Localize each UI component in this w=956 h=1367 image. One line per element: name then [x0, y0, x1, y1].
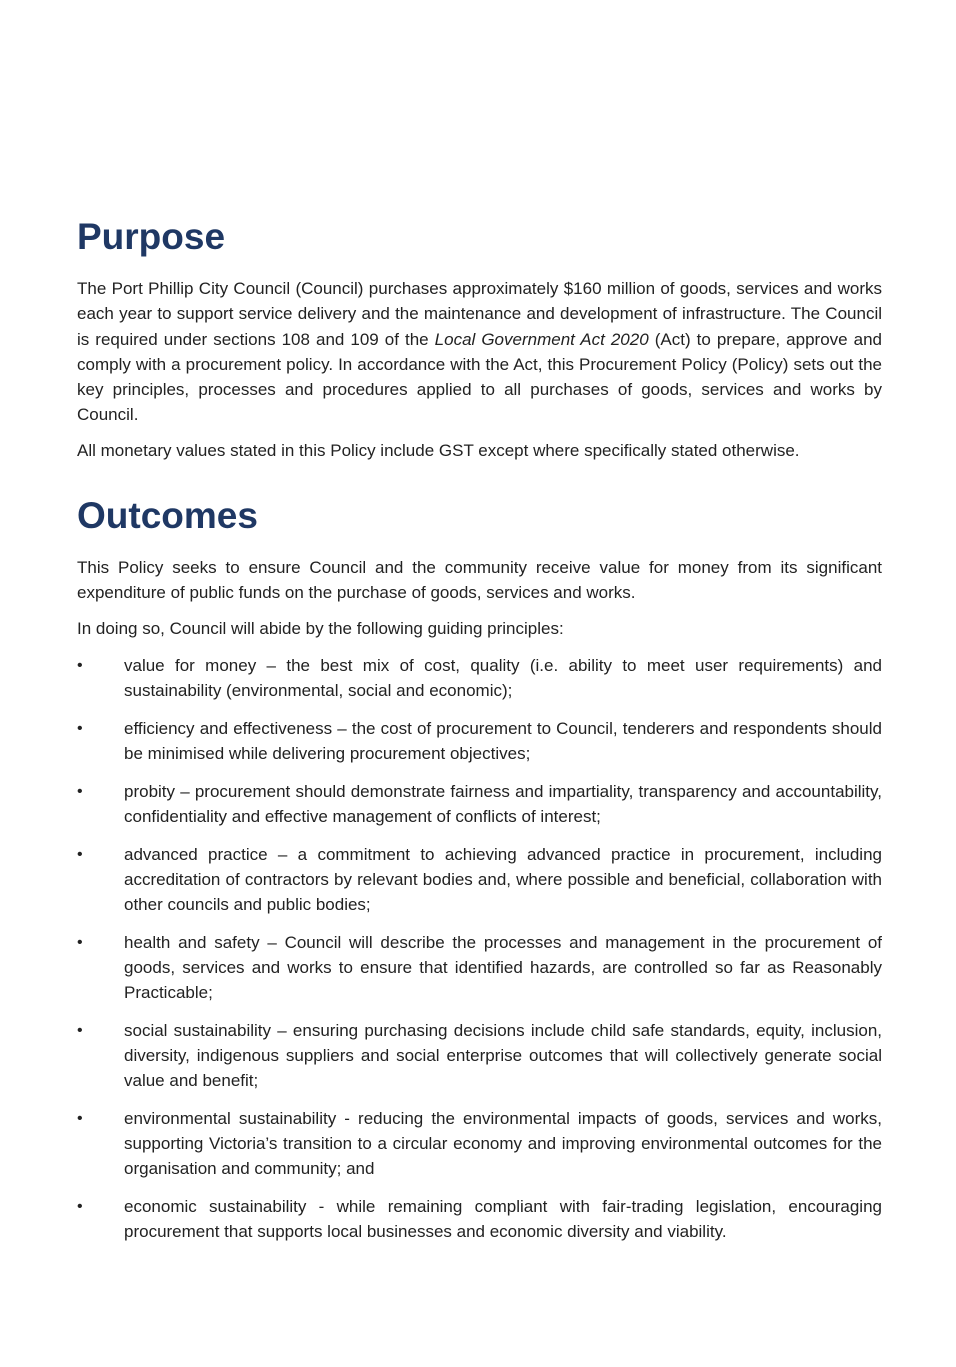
purpose-text-part-1: The Port Phillip City Council (Council) purchases approximately $160 million of goods, services and works each year to support service delivery and the maintenance and development of infrastructure. The Council is required under sections 108 and 109 of the — [77, 279, 882, 349]
principle-text: economic sustainability - while remaining compliant with fair-trading legislation, encouraging procurement that supports local businesses and economic diversity and viability. — [124, 1196, 882, 1241]
list-item — [77, 653, 882, 703]
bullet-icon: • — [77, 719, 83, 737]
bullet-icon: • — [77, 845, 83, 863]
guiding-principles-lead-in: In doing so, Council will abide by the following guiding principles: — [77, 618, 564, 638]
act-title: Local Government Act 2020 — [434, 329, 649, 349]
purpose-text-part-2: (Act) to prepare, approve and comply with a procurement policy. In accordance with the Act, this Procurement Policy (Policy) sets out the key principles, processes and procedures applied to all purchases of goods, services and works by Council. — [77, 329, 883, 425]
list-item — [77, 1194, 882, 1244]
list-item — [77, 930, 882, 1005]
principle-text: efficiency and effectiveness – the cost of procurement to Council, tenderers and respondents should be minimised while delivering procurement objectives; — [124, 718, 882, 763]
gst-note-paragraph: All monetary values stated in this Policy include GST except where specifically stated otherwise. — [77, 440, 800, 460]
bullet-icon: • — [77, 782, 83, 800]
principle-text: environmental sustainability - reducing the environmental impacts of goods, services and works, supporting Victoria’s transition to a circular economy and improving environmental outcomes for the organisation and community; and — [124, 1108, 882, 1178]
principle-text: probity – procurement should demonstrate fairness and impartiality, transparency and accountability, confidentiality and effective management of conflicts of interest; — [124, 781, 882, 826]
list-item — [77, 779, 882, 829]
document-page — [77, 212, 882, 1257]
list-item — [77, 716, 882, 766]
list-item — [77, 1018, 882, 1093]
principle-text: advanced practice – a commitment to achieving advanced practice in procurement, including accreditation of contractors by relevant bodies and, where possible and beneficial, collaboration with other councils and public bodies; — [124, 844, 882, 914]
bullet-icon: • — [77, 1109, 83, 1127]
bullet-icon: • — [77, 933, 83, 951]
guiding-principles-list — [77, 653, 882, 1244]
purpose-paragraph — [77, 276, 882, 428]
purpose-heading: Purpose — [77, 216, 226, 257]
outcomes-heading: Outcomes — [77, 495, 258, 537]
list-item — [77, 1106, 882, 1181]
principle-text: social sustainability – ensuring purchasing decisions include child safe standards, equity, inclusion, diversity, indigenous suppliers and social enterprise outcomes that will collectively generate social value and benefit; — [124, 1020, 882, 1090]
bullet-icon: • — [77, 1197, 83, 1215]
bullet-icon: • — [77, 656, 83, 674]
outcomes-intro-paragraph: This Policy seeks to ensure Council and the community receive value for money from its significant expenditure of public funds on the purchase of goods, services and works. — [77, 558, 882, 603]
bullet-icon: • — [77, 1021, 83, 1039]
principle-text: health and safety – Council will describe the processes and management in the procurement of goods, services and works to ensure that identified hazards, are controlled so far as Reasonably Practicable; — [124, 932, 882, 1002]
principle-text: value for money – the best mix of cost, quality (i.e. ability to meet user requirements) and sustainability (environmental, social and economic); — [124, 655, 882, 700]
list-item — [77, 842, 882, 917]
